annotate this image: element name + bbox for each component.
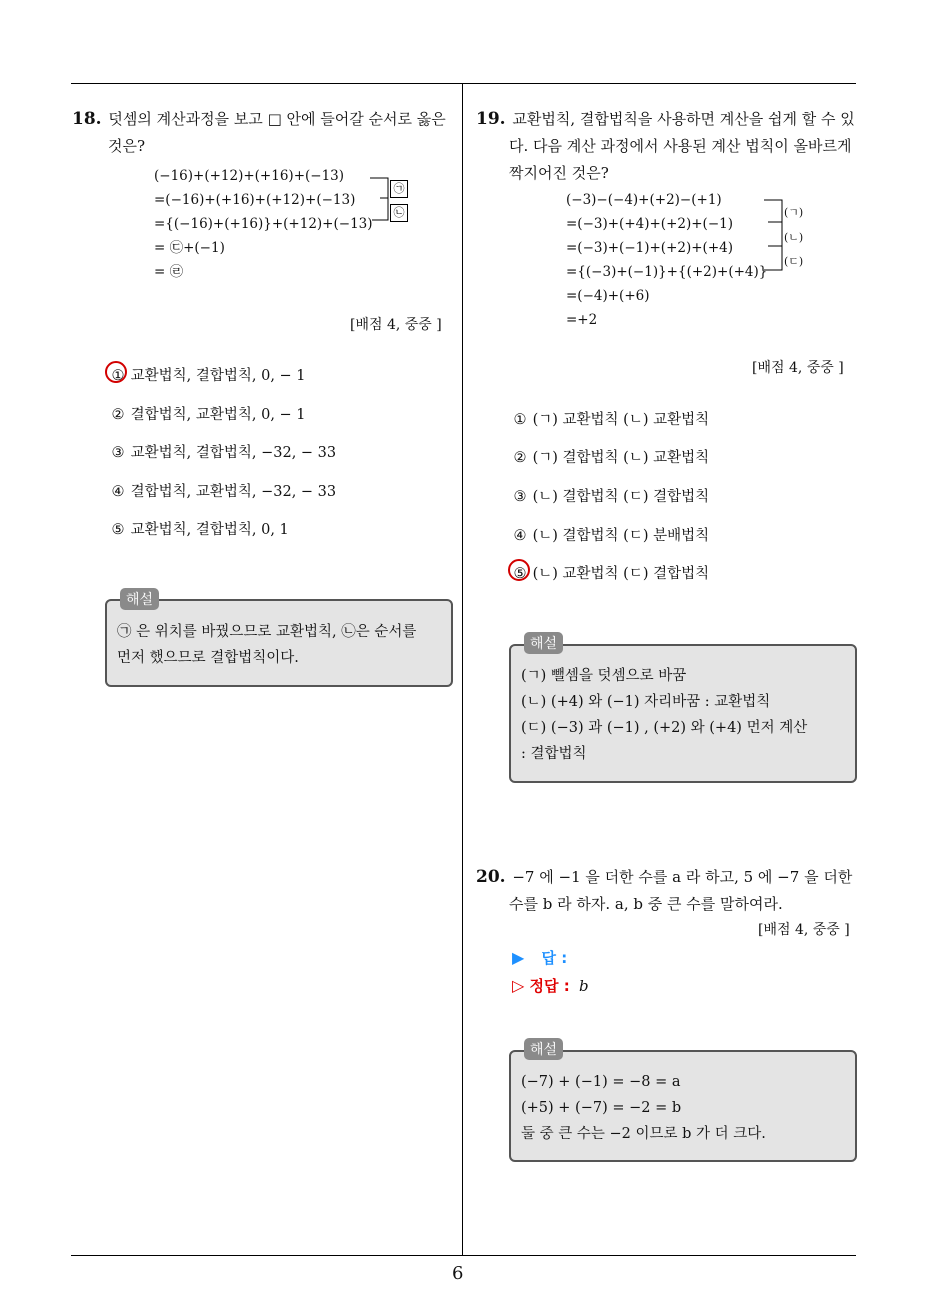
answer-row	[512, 947, 567, 968]
choice-mark: ③	[111, 445, 125, 461]
math-line: ={(−16)+(+16)}+(+12)+(−13)	[154, 216, 373, 232]
question-text: −7 에 −1 을 더한 수를 a 라 하고, 5 에 −7 을 더한	[512, 868, 853, 886]
solution-line: (+5) + (−7) = −2 = b	[521, 1100, 682, 1116]
choice-mark: ①	[111, 368, 125, 384]
q19-math-block	[566, 188, 767, 332]
solution-box	[509, 1050, 857, 1162]
choice-text: 결합법칙, 교환법칙, 0, − 1	[130, 407, 306, 423]
solution-tag: 해설	[524, 1038, 563, 1060]
choice-5[interactable]	[110, 518, 289, 539]
question-number: 20.	[476, 867, 506, 887]
solution-box	[105, 599, 453, 687]
math-line: = ㉢+(−1)	[154, 240, 225, 256]
bracket-label: (ㄱ)	[784, 206, 804, 219]
question-text: 짝지어진 것은?	[509, 164, 609, 182]
answer-label: 답 :	[541, 949, 568, 967]
question-number: 19.	[476, 109, 506, 129]
question-20	[476, 864, 861, 918]
choice-5[interactable]	[512, 562, 709, 583]
choice-text: 교환법칙, 결합법칙, 0, 1	[130, 522, 289, 538]
solution-line: (−7) + (−1) = −8 = a	[521, 1074, 681, 1090]
solution-line: 둘 중 큰 수는 −2 이므로 b 가 더 크다.	[521, 1126, 766, 1142]
bracket-label: (ㄷ)	[784, 255, 804, 268]
choice-4[interactable]	[512, 524, 709, 545]
score-label: [배점 4, 중중 ]	[752, 360, 844, 376]
bracket-label: ㉠	[390, 180, 408, 198]
choice-2[interactable]	[110, 403, 306, 424]
column-divider	[462, 83, 463, 1255]
choice-mark: ②	[111, 407, 125, 423]
choice-mark: ④	[513, 528, 527, 544]
choice-text: 교환법칙, 결합법칙, −32, − 33	[130, 445, 337, 461]
choice-3[interactable]	[110, 441, 336, 462]
score-label: [배점 4, 중중 ]	[350, 317, 442, 333]
math-line: =(−4)+(+6)	[566, 288, 650, 304]
solution-line: (ㄷ) (−3) 과 (−1) , (+2) 와 (+4) 먼저 계산	[521, 720, 808, 736]
question-19	[476, 106, 861, 187]
question-text: 것은?	[108, 137, 146, 155]
bottom-rule	[71, 1255, 856, 1256]
choice-text: (ㄴ) 교환법칙 (ㄷ) 결합법칙	[532, 566, 710, 582]
choice-text: (ㄴ) 결합법칙 (ㄷ) 분배법칙	[532, 528, 710, 544]
choice-mark: ①	[513, 412, 527, 428]
choice-2[interactable]	[512, 446, 709, 467]
question-18	[72, 106, 457, 160]
solution-line: (ㄴ) (+4) 와 (−1) 자리바꿈 : 교환법칙	[521, 694, 771, 710]
choice-mark: ⑤	[111, 522, 125, 538]
question-text: 덧셈의 계산과정을 보고 □ 안에 들어갈 순서로 옳은	[108, 110, 446, 128]
solution-tag: 해설	[120, 588, 159, 610]
choice-mark: ④	[111, 484, 125, 500]
correct-answer-row	[512, 975, 589, 996]
solution-line: (ㄱ) 뺄셈을 덧셈으로 바꿈	[521, 668, 687, 684]
question-number: 18.	[72, 109, 102, 129]
choice-text: 결합법칙, 교환법칙, −32, − 33	[130, 484, 337, 500]
page-number: 6	[452, 1263, 464, 1284]
choice-3[interactable]	[512, 485, 709, 506]
correct-value: b	[578, 977, 589, 995]
correct-label: 정답 :	[529, 977, 570, 995]
solution-line: : 결합법칙	[521, 746, 587, 762]
math-line: =(−3)+(+4)+(+2)+(−1)	[566, 216, 733, 232]
choice-mark: ⑤	[513, 566, 527, 582]
math-line: (−16)+(+12)+(+16)+(−13)	[154, 168, 345, 184]
choice-text: (ㄱ) 결합법칙 (ㄴ) 교환법칙	[532, 450, 710, 466]
math-line: =+2	[566, 312, 598, 328]
top-rule	[71, 83, 856, 84]
play-arrow-icon: ▶	[512, 948, 525, 967]
choice-1[interactable]	[110, 364, 306, 385]
q19-bracket-lines	[762, 196, 786, 276]
math-line: ={(−3)+(−1)}+{(+2)+(+4)}	[566, 264, 768, 280]
solution-box	[509, 644, 857, 783]
question-text: 교환법칙, 결합법칙을 사용하면 계산을 쉽게 할 수 있	[512, 110, 855, 128]
choice-4[interactable]	[110, 480, 336, 501]
hollow-arrow-icon: ▷	[512, 976, 525, 995]
choice-text: 교환법칙, 결합법칙, 0, − 1	[130, 368, 306, 384]
bracket-label: (ㄴ)	[784, 231, 804, 244]
choice-mark: ②	[513, 450, 527, 466]
solution-line: 먼저 했으므로 결합법칙이다.	[117, 650, 299, 666]
question-text: 수를 b 라 하자. a, b 중 큰 수를 말하여라.	[509, 895, 783, 913]
solution-line: ㉠ 은 위치를 바꿨으므로 교환법칙, ㉡은 순서를	[117, 624, 417, 640]
choice-text: (ㄴ) 결합법칙 (ㄷ) 결합법칙	[532, 489, 710, 505]
solution-tag: 해설	[524, 632, 563, 654]
score-label: [배점 4, 중중 ]	[758, 922, 850, 938]
bracket-label: ㉡	[390, 204, 408, 222]
question-text: 다. 다음 계산 과정에서 사용된 계산 법칙이 올바르게	[509, 137, 852, 155]
choice-text: (ㄱ) 교환법칙 (ㄴ) 교환법칙	[532, 412, 710, 428]
choice-1[interactable]	[512, 408, 709, 429]
q18-math-block	[154, 164, 373, 284]
choice-mark: ③	[513, 489, 527, 505]
math-line: =(−3)+(−1)+(+2)+(+4)	[566, 240, 733, 256]
math-line: (−3)−(−4)+(+2)−(+1)	[566, 192, 722, 208]
math-line: =(−16)+(+16)+(+12)+(−13)	[154, 192, 356, 208]
math-line: = ㉣	[154, 264, 184, 280]
